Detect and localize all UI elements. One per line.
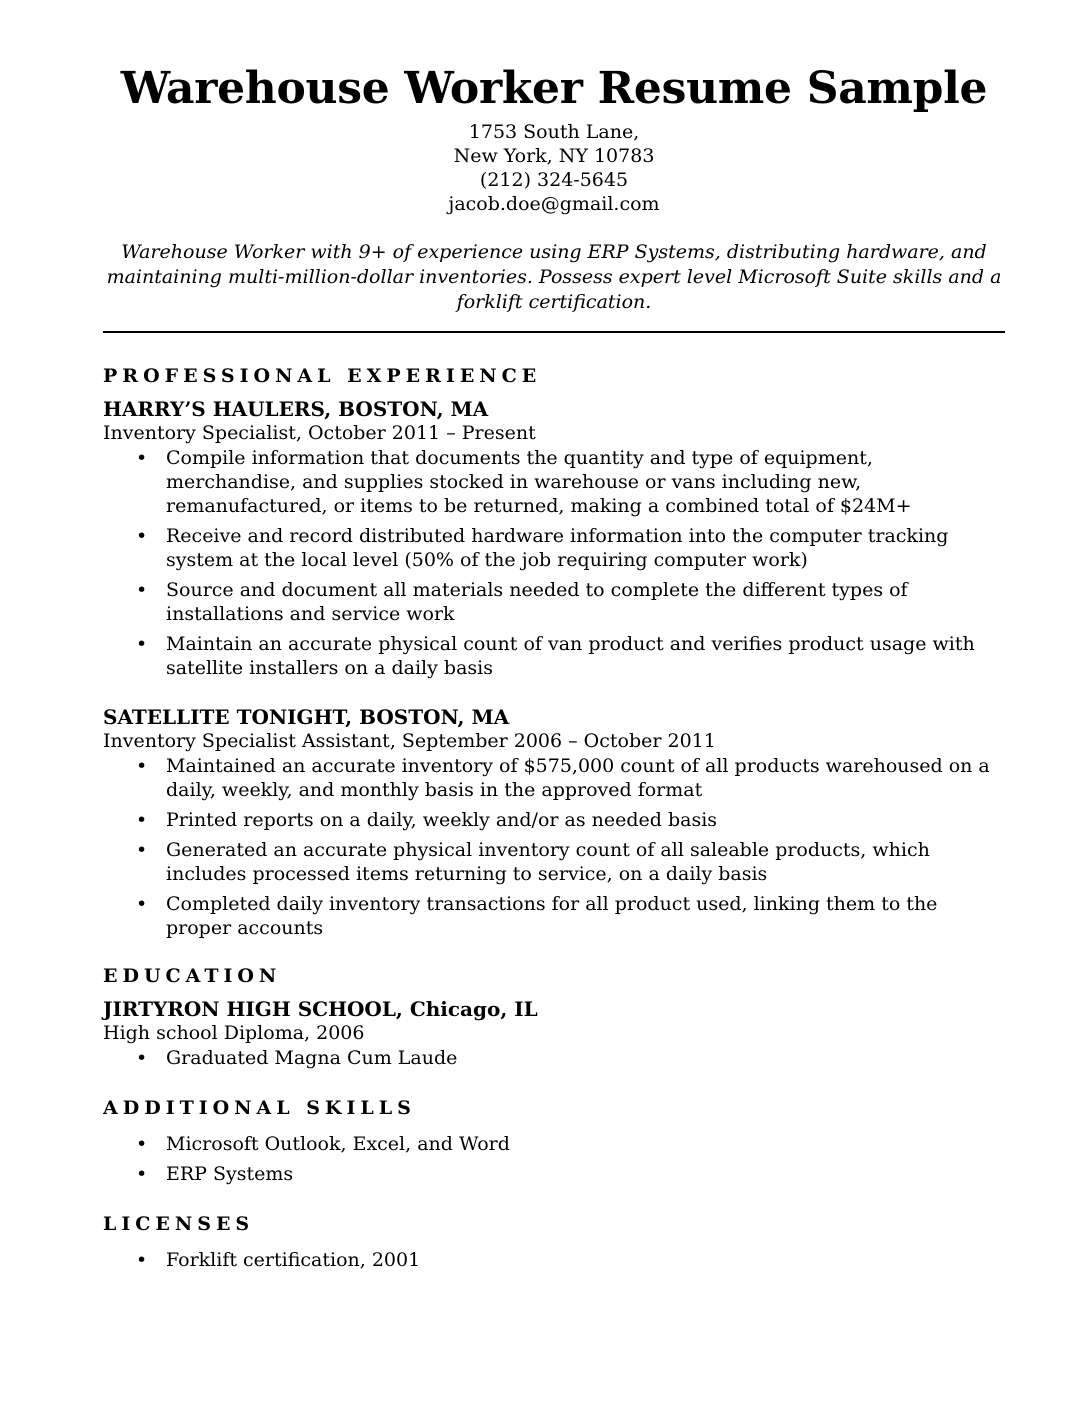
list-item: • Generated an accurate physical inventory count of all saleable products, which includes processed items returning to service, on a daily basis — [103, 838, 1005, 886]
job-bullets — [103, 446, 1005, 680]
skills-bullets — [103, 1132, 1005, 1186]
degree: High school Diploma, 2006 — [103, 1022, 365, 1044]
job-bullets — [103, 754, 1005, 940]
list-item: • Graduated Magna Cum Laude — [103, 1046, 1005, 1070]
contact-block — [103, 120, 1005, 216]
resume-page — [103, 58, 1005, 1278]
address-line-2: New York, NY 10783 — [453, 145, 655, 167]
school-name: JIRTYRON HIGH SCHOOL, Chicago, IL — [103, 997, 538, 1021]
resume-title: Warehouse Worker Resume Sample — [120, 63, 988, 114]
job-employer: SATELLITE TONIGHT, BOSTON, MA — [103, 705, 510, 729]
section-title-licenses: LICENSES — [103, 1213, 255, 1235]
job-role: Inventory Specialist, October 2011 – Present — [103, 422, 536, 444]
list-item: • Completed daily inventory transactions for all product used, linking them to the proper accounts — [103, 892, 1005, 940]
job-entry — [103, 396, 1005, 680]
list-item: • Compile information that documents the quantity and type of equipment, merchandise, and supplies stocked in warehouse or vans including new, remanufactured, or items to be returned, making a combined total of $24M+ — [103, 446, 1005, 518]
email-address: jacob.doe@gmail.com — [448, 193, 660, 215]
professional-summary: Warehouse Worker with 9+ of experience using ERP Systems, distributing hardware, and maintaining multi-million-dollar inventories. Possess expert level Microsoft Suite skills and a forklift certification. — [106, 241, 1002, 313]
phone-number: (212) 324-5645 — [479, 169, 629, 191]
section-title-skills: ADDITIONAL SKILLS — [103, 1097, 416, 1119]
job-entry — [103, 704, 1005, 940]
address-line-1: 1753 South Lane, — [468, 121, 640, 143]
list-item: • Microsoft Outlook, Excel, and Word — [103, 1132, 1005, 1156]
list-item: • Maintain an accurate physical count of van product and verifies product usage with satellite installers on a daily basis — [103, 632, 1005, 680]
list-item: • Printed reports on a daily, weekly and/or as needed basis — [103, 808, 1005, 832]
section-title-experience: PROFESSIONAL EXPERIENCE — [103, 365, 542, 387]
job-employer: HARRY’S HAULERS, BOSTON, MA — [103, 397, 489, 421]
header-divider — [103, 331, 1005, 333]
licenses-bullets — [103, 1248, 1005, 1272]
section-title-education: EDUCATION — [103, 965, 282, 987]
list-item: • ERP Systems — [103, 1162, 1005, 1186]
job-role: Inventory Specialist Assistant, September 2006 – October 2011 — [103, 730, 716, 752]
list-item: • Receive and record distributed hardware information into the computer tracking system at the local level (50% of the job requiring computer work) — [103, 524, 1005, 572]
education-bullets — [103, 1046, 1005, 1070]
list-item: • Source and document all materials needed to complete the different types of installations and service work — [103, 578, 1005, 626]
list-item: • Maintained an accurate inventory of $575,000 count of all products warehoused on a daily, weekly, and monthly basis in the approved format — [103, 754, 1005, 802]
list-item: • Forklift certification, 2001 — [103, 1248, 1005, 1272]
